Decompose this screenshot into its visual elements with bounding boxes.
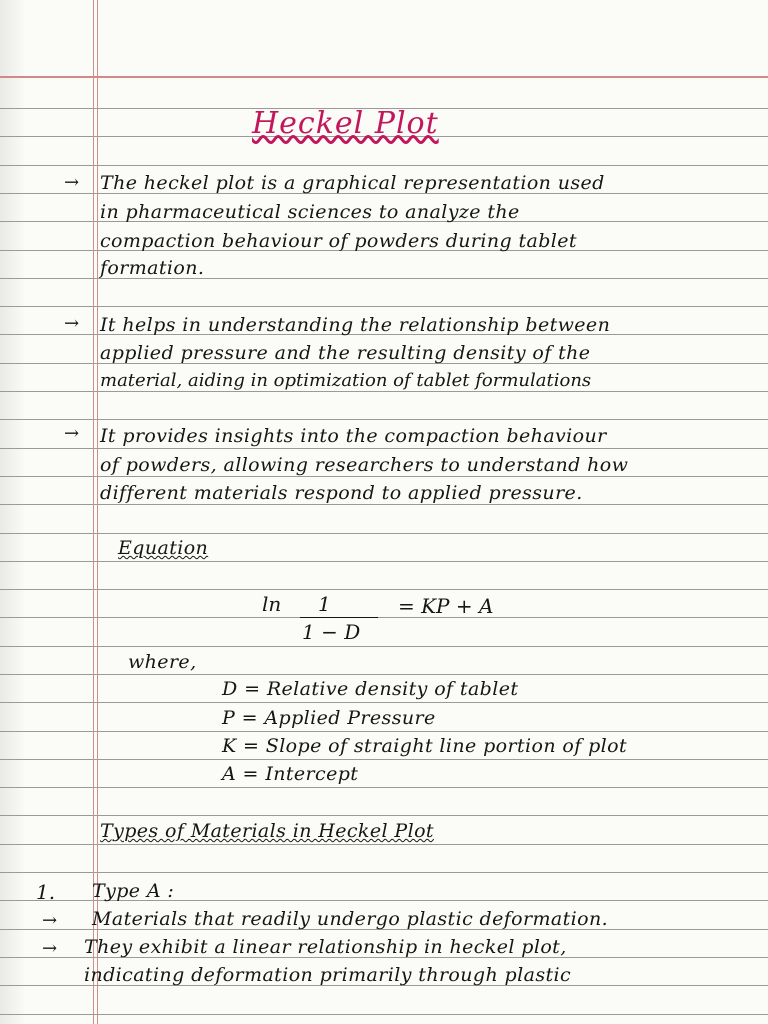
- top-red-rule: [0, 76, 768, 78]
- point2-line-1: It helps in understanding the relationship between: [100, 314, 611, 336]
- ruled-line: [0, 759, 768, 760]
- ruled-line: [0, 702, 768, 703]
- ruled-line: [0, 589, 768, 590]
- point2-line-3: material, aiding in optimization of tablet formulations: [100, 370, 592, 391]
- bullet-arrow: →: [42, 938, 58, 959]
- page-title: Heckel Plot: [252, 106, 439, 141]
- ruled-line: [0, 731, 768, 732]
- point2-line-2: applied pressure and the resulting density of the: [100, 342, 591, 364]
- ruled-line: [0, 872, 768, 873]
- point3-line-1: It provides insights into the compaction behaviour: [100, 425, 607, 447]
- ruled-line: [0, 533, 768, 534]
- intro-line-1: The heckel plot is a graphical representation used: [100, 172, 605, 194]
- types-heading: Types of Materials in Heckel Plot: [100, 820, 434, 842]
- ruled-line: [0, 561, 768, 562]
- ruled-line: [0, 419, 768, 420]
- ruled-line: [0, 844, 768, 845]
- margin-line-right: [97, 0, 98, 1024]
- ruled-line: [0, 448, 768, 449]
- equation-heading: Equation: [118, 537, 209, 559]
- ruled-line: [0, 504, 768, 505]
- definition-d: D = Relative density of tablet: [222, 678, 519, 700]
- equation-where: where,: [128, 651, 197, 673]
- definition-k: K = Slope of straight line portion of plot: [222, 735, 628, 757]
- bullet-arrow: →: [64, 313, 80, 334]
- equation-ln: ln: [262, 592, 282, 616]
- intro-line-3: compaction behaviour of powders during tablet: [100, 230, 577, 252]
- ruled-line: [0, 646, 768, 647]
- point3-line-2: of powders, allowing researchers to understand how: [100, 454, 629, 476]
- margin-line-left: [93, 0, 94, 1024]
- ruled-line: [0, 787, 768, 788]
- definition-a: A = Intercept: [222, 763, 359, 785]
- equation-denominator: 1 − D: [302, 620, 361, 644]
- type-a-title: Type A :: [92, 880, 175, 902]
- type-a-line-2: They exhibit a linear relationship in heckel plot,: [84, 936, 567, 958]
- ruled-line: [0, 306, 768, 307]
- bullet-arrow: →: [42, 910, 58, 931]
- type-a-line-1: Materials that readily undergo plastic deformation.: [92, 908, 609, 930]
- page-shadow: [0, 0, 26, 1024]
- bullet-arrow: →: [64, 423, 80, 444]
- type-a-line-3: indicating deformation primarily through plastic: [84, 964, 572, 986]
- intro-line-4: formation.: [100, 257, 205, 279]
- ruled-line: [0, 815, 768, 816]
- intro-line-2: in pharmaceutical sciences to analyze the: [100, 201, 520, 223]
- fraction-bar: [300, 617, 378, 618]
- ruled-line: [0, 1014, 768, 1015]
- equation-rhs: = KP + A: [398, 594, 494, 618]
- ruled-line: [0, 674, 768, 675]
- ruled-line: [0, 476, 768, 477]
- definition-p: P = Applied Pressure: [222, 707, 436, 729]
- ruled-line: [0, 165, 768, 166]
- point3-line-3: different materials respond to applied pressure.: [100, 482, 583, 504]
- equation-numerator: 1: [318, 592, 331, 616]
- ruled-line: [0, 617, 768, 618]
- bullet-arrow: →: [64, 172, 80, 193]
- type-item-number: 1.: [36, 880, 56, 904]
